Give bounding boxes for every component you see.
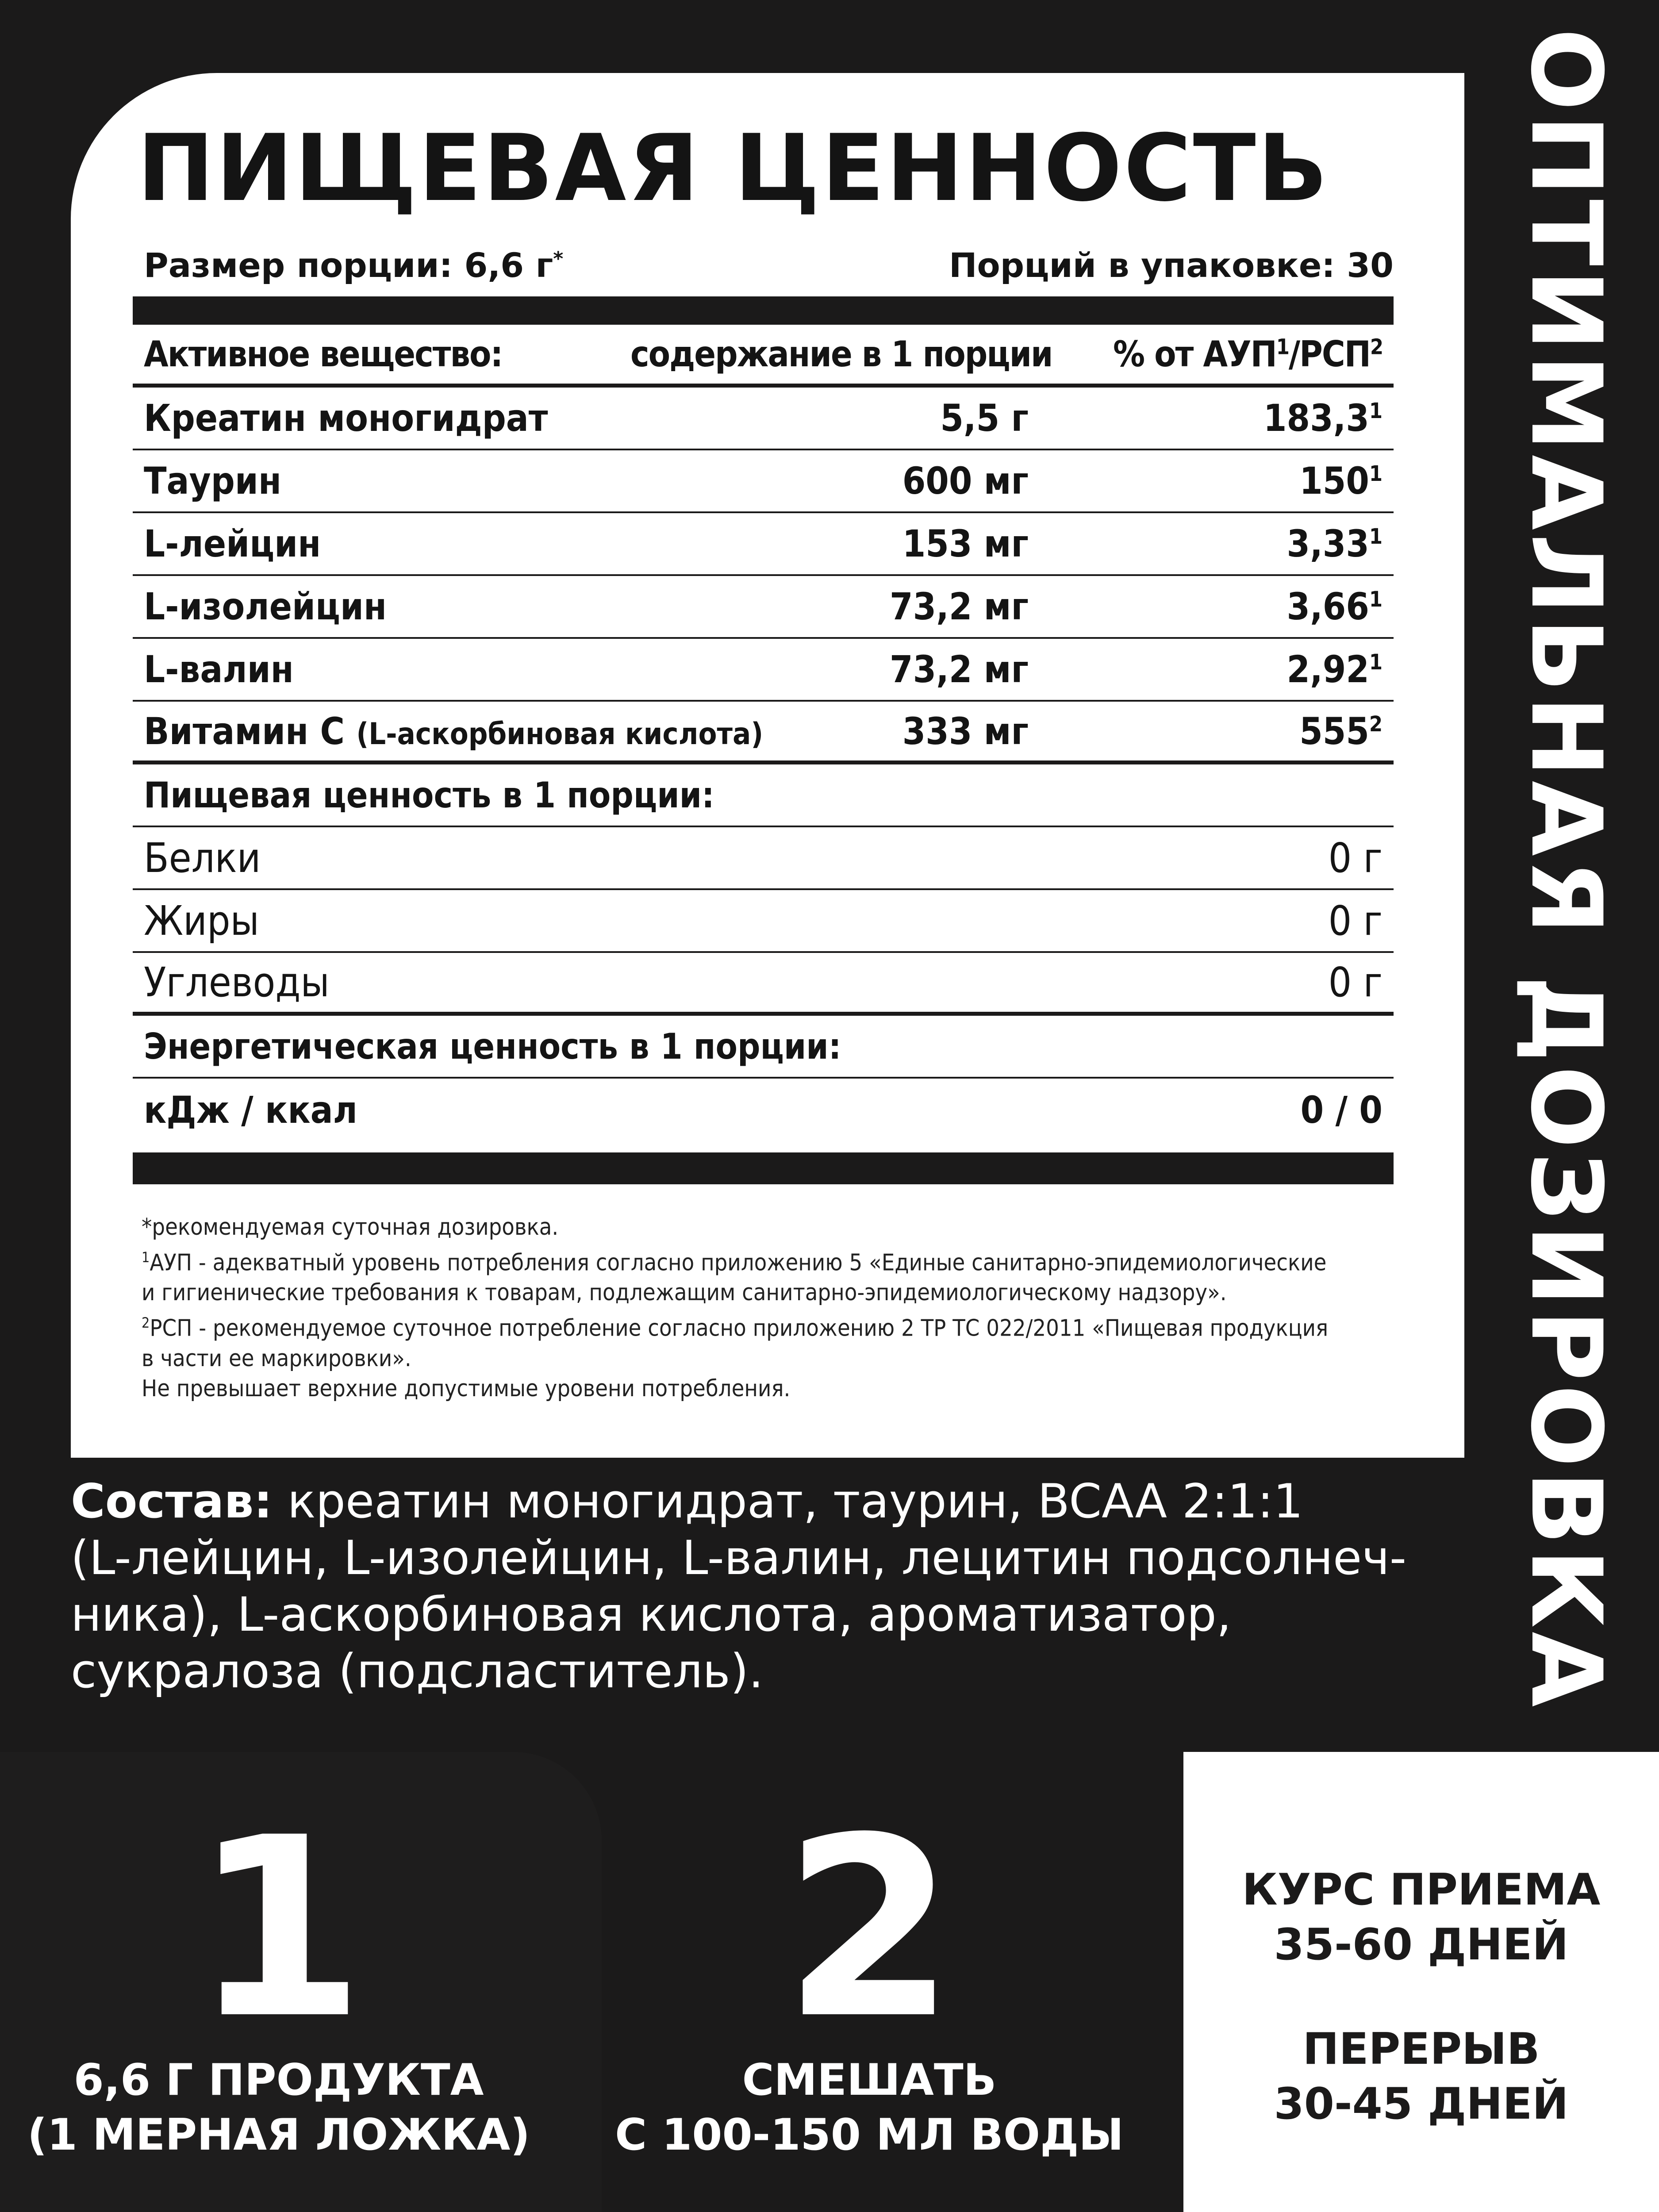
course-break bbox=[1183, 2022, 1659, 2131]
course-duration bbox=[1183, 1863, 1659, 1972]
ingredient-name: Креатин моногидрат bbox=[144, 396, 548, 440]
header-percent-sup1: 1 bbox=[1276, 334, 1289, 360]
ingredient-name: L-лейцин bbox=[144, 522, 321, 565]
step-number: 1 bbox=[192, 1785, 365, 2073]
nutrition-card bbox=[71, 73, 1464, 1458]
table-row bbox=[133, 702, 1394, 764]
ingredient-percent-sup: 2 bbox=[1369, 711, 1382, 737]
header-percent bbox=[1029, 334, 1394, 375]
step-caption-line: СМЕШАТЬ bbox=[742, 2055, 997, 2105]
serving-info bbox=[144, 246, 1394, 285]
serving-size-text: Размер порции: 6,6 г bbox=[144, 246, 553, 285]
table-header-row bbox=[133, 325, 1394, 388]
ingredient-percent bbox=[1029, 459, 1394, 503]
ingredient-name: L-изолейцин bbox=[144, 585, 387, 628]
ingredient-amount: 73,2 мг bbox=[889, 648, 1029, 691]
footnote-aup-mark: 1 bbox=[142, 1249, 150, 1266]
nutrition-table bbox=[133, 325, 1394, 1141]
ingredient-percent-value: 2,92 bbox=[1286, 648, 1369, 691]
course-panel bbox=[1183, 1752, 1659, 2212]
footnote-rsp-cont: в части ее маркировки». bbox=[142, 1345, 411, 1372]
step-caption-line: (1 МЕРНАЯ ЛОЖКА) bbox=[27, 2110, 530, 2160]
composition-line: сукралоза (подсластитель). bbox=[71, 1644, 764, 1698]
course-duration-label: КУРС ПРИЕМА bbox=[1242, 1865, 1601, 1915]
energy-header-row bbox=[133, 1016, 1394, 1079]
ingredient-amount: 153 мг bbox=[902, 522, 1029, 565]
serving-size bbox=[144, 246, 563, 285]
energy-value: 0 / 0 bbox=[1300, 1088, 1382, 1132]
table-bottom-bar bbox=[133, 1152, 1394, 1184]
table-row bbox=[133, 639, 1394, 702]
step-caption-line: 6,6 Г ПРОДУКТА bbox=[73, 2055, 484, 2105]
table-row bbox=[133, 890, 1394, 953]
footnote-rsp-text: РСП - рекомендуемое суточное потребление согласно приложению 2 ТР ТС 022/2011 «Пищевая продукция bbox=[150, 1315, 1329, 1342]
table-row bbox=[133, 450, 1394, 513]
ingredient-percent bbox=[1029, 396, 1394, 440]
ingredient-percent-value: 150 bbox=[1299, 459, 1369, 503]
ingredient-percent-sup: 1 bbox=[1369, 650, 1382, 675]
composition-label: Состав: bbox=[71, 1474, 273, 1528]
ingredient-percent bbox=[1029, 522, 1394, 565]
page-title: ПИЩЕВАЯ ЦЕННОСТЬ bbox=[137, 115, 1330, 222]
step-2-panel bbox=[555, 1752, 1183, 2212]
ingredient-name bbox=[133, 710, 860, 753]
header-percent-sep: /РСП bbox=[1288, 334, 1370, 375]
composition-line: (L-лейцин, L-изолейцин, L-валин, лецитин подсолнеч- bbox=[71, 1531, 1407, 1585]
nutrient-value: 0 г bbox=[1328, 834, 1382, 882]
footnote-aup-cont: и гигиенические требования к товарам, подлежащим санитарно-эпидемиологическому надзору». bbox=[142, 1279, 1227, 1306]
ingredient-percent-sup: 1 bbox=[1369, 461, 1382, 486]
serving-size-mark: * bbox=[553, 247, 564, 270]
ingredient-percent-sup: 1 bbox=[1369, 524, 1382, 549]
header-substance: Активное вещество: bbox=[144, 334, 503, 375]
energy-name: кДж / ккал bbox=[144, 1088, 357, 1132]
ingredient-percent bbox=[1029, 585, 1394, 628]
course-duration-value: 35-60 ДНЕЙ bbox=[1274, 1920, 1569, 1970]
table-row bbox=[133, 388, 1394, 450]
header-amount: содержание в 1 порции bbox=[630, 334, 1052, 375]
ingredient-percent-sup: 1 bbox=[1369, 587, 1382, 612]
step-number: 2 bbox=[783, 1785, 956, 2073]
table-row bbox=[133, 576, 1394, 639]
ingredient-amount: 5,5 г bbox=[940, 396, 1029, 440]
nutrient-name: Белки bbox=[144, 834, 261, 882]
ingredient-percent bbox=[1029, 648, 1394, 691]
course-break-value: 30-45 ДНЕЙ bbox=[1274, 2079, 1569, 2129]
footnote-dosage: *рекомендуемая суточная дозировка. bbox=[142, 1214, 559, 1240]
step-caption-line: С 100-150 МЛ ВОДЫ bbox=[615, 2110, 1124, 2160]
ingredient-name: L-валин bbox=[144, 648, 294, 691]
step-caption bbox=[555, 2053, 1183, 2162]
footnote-rsp bbox=[142, 1308, 1447, 1343]
table-top-bar bbox=[133, 296, 1394, 325]
nutrient-name: Углеводы bbox=[144, 959, 330, 1006]
step-1-panel bbox=[0, 1752, 602, 2212]
ingredient-note: (L-аскорбиновая кислота) bbox=[356, 716, 764, 752]
ingredient-name: Таурин bbox=[144, 459, 282, 503]
footnotes bbox=[142, 1212, 1447, 1404]
course-break-label: ПЕРЕРЫВ bbox=[1302, 2024, 1540, 2074]
composition-text: креатин моногидрат, таурин, BCAA 2:1:1 bbox=[272, 1474, 1303, 1528]
ingredient-percent-value: 555 bbox=[1299, 709, 1369, 753]
header-percent-sup2: 2 bbox=[1370, 334, 1382, 360]
ingredient-name-text: Витамин С bbox=[144, 709, 345, 753]
energy-header: Энергетическая ценность в 1 порции: bbox=[144, 1025, 841, 1067]
header-percent-text: % от АУП bbox=[1113, 334, 1276, 375]
ingredient-percent-value: 3,66 bbox=[1286, 585, 1369, 628]
table-row bbox=[133, 953, 1394, 1016]
nutrition-header: Пищевая ценность в 1 порции: bbox=[144, 774, 714, 816]
ingredient-percent-sup: 1 bbox=[1369, 399, 1382, 423]
ingredient-percent-value: 3,33 bbox=[1286, 522, 1369, 565]
ingredient-amount: 600 мг bbox=[902, 459, 1029, 503]
nutrition-header-row bbox=[133, 764, 1394, 827]
ingredient-amount: 333 мг bbox=[902, 709, 1029, 753]
ingredient-amount: 73,2 мг bbox=[889, 585, 1029, 628]
footnote-aup bbox=[142, 1242, 1447, 1278]
nutrient-name: Жиры bbox=[144, 897, 259, 945]
slogan-text: ОПТИМАЛЬНАЯ ДОЗИРОВКА bbox=[1509, 28, 1623, 1711]
composition-line: ника), L-аскорбиновая кислота, ароматизатор, bbox=[71, 1587, 1232, 1642]
step-caption bbox=[0, 2053, 557, 2162]
energy-row bbox=[133, 1079, 1394, 1141]
footnote-rsp-mark: 2 bbox=[142, 1314, 150, 1332]
vertical-slogan bbox=[1473, 28, 1659, 1711]
ingredient-percent bbox=[1029, 710, 1394, 753]
ingredient-percent-value: 183,3 bbox=[1263, 396, 1369, 440]
nutrient-value: 0 г bbox=[1328, 897, 1382, 945]
footnote-aup-text: АУП - адекватный уровень потребления согласно приложению 5 «Единые санитарно-эпидемиологические bbox=[150, 1249, 1327, 1276]
composition bbox=[71, 1473, 1442, 1700]
table-row bbox=[133, 827, 1394, 890]
servings-per-pack: Порций в упаковке: 30 bbox=[949, 246, 1394, 285]
footnote-limit: Не превышает верхние допустимые уровени потребления. bbox=[142, 1375, 791, 1402]
table-row bbox=[133, 513, 1394, 576]
nutrient-value: 0 г bbox=[1328, 959, 1382, 1006]
composition-line bbox=[71, 1473, 1442, 1530]
